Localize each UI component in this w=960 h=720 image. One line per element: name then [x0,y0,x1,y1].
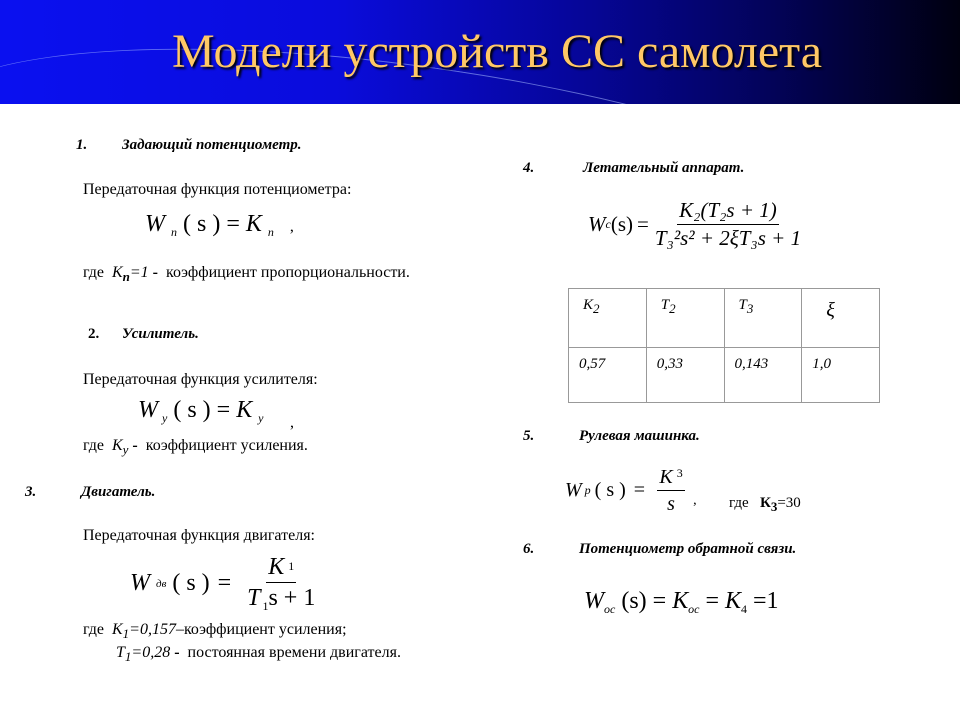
section-3-where-k1: где $К_1=0,157$–коэффициент усиления; [83,621,347,641]
header-k2: К2 [569,289,647,348]
section-3-formula: W дв ( s ) = $\frac{К ^1}{T _1s + 1}$ [130,554,316,614]
section-3-where-t1: $Т_1=0,28$ - постоянная времени двигателя. [116,644,401,664]
section-2-formula: W $_у$ ( s ) = К $_у$ [138,397,264,425]
section-2-formula-comma: , [290,414,294,431]
table-row [569,348,880,403]
section-1-heading: 1. Задающий потенциометр. [76,137,302,153]
value-t2: 0,33 [646,348,724,403]
header-t2: T2 [646,289,724,348]
header-xi: ξ [802,289,880,348]
section-4-heading: 4. Летательный аппарат. [523,160,745,176]
table-header-row [569,289,880,348]
section-5-where: где К3=30 [729,495,801,514]
header-t3: T3 [724,289,802,348]
value-xi: 1,0 [802,348,880,403]
numerator: K₂(T₂s + 1) [677,199,779,225]
section-1-formula: W $_п$ ( s ) = К $_п$ , [145,211,294,239]
section-2-where: где $К_у$ - коэффициент усиления. [83,437,308,457]
parameters-table [568,288,880,403]
denominator: T₃²s² + 2ξT₃s + 1 [654,226,802,251]
section-6-heading: 6. Потенциометр обратной связи. [523,541,797,557]
value-k2: 0,57 [569,348,647,403]
title-bar [0,0,960,104]
section-4-formula: W c (s) = $\frac{\text{K₂(T₂s + 1)}}{\text{T₃²s² + 2ξT₃s + 1}}$ [588,198,802,251]
section-3-heading: 3. Двигатель. [25,484,156,500]
section-1-where: где $К_п=1$ - коэффициент пропорциональности. [83,264,410,284]
section-5-heading: 5. Рулевая машинка. [523,428,700,444]
section-1-caption: Передаточная функция потенциометра: [83,181,352,198]
section-2-heading: 2. Усилитель. [88,326,199,342]
section-3-caption: Передаточная функция двигателя: [83,527,315,544]
section-5-formula: W р ( s ) = $\frac{К ^3}{s}$ , [565,466,697,515]
value-t3: 0,143 [724,348,802,403]
section-6-formula: $W_{ос}$ $(s) = К_{ос} = К_4 =1$ [584,588,779,616]
section-2-caption: Передаточная функция усилителя: [83,371,318,388]
slide-title: Модели устройств СС самолета [171,25,823,78]
